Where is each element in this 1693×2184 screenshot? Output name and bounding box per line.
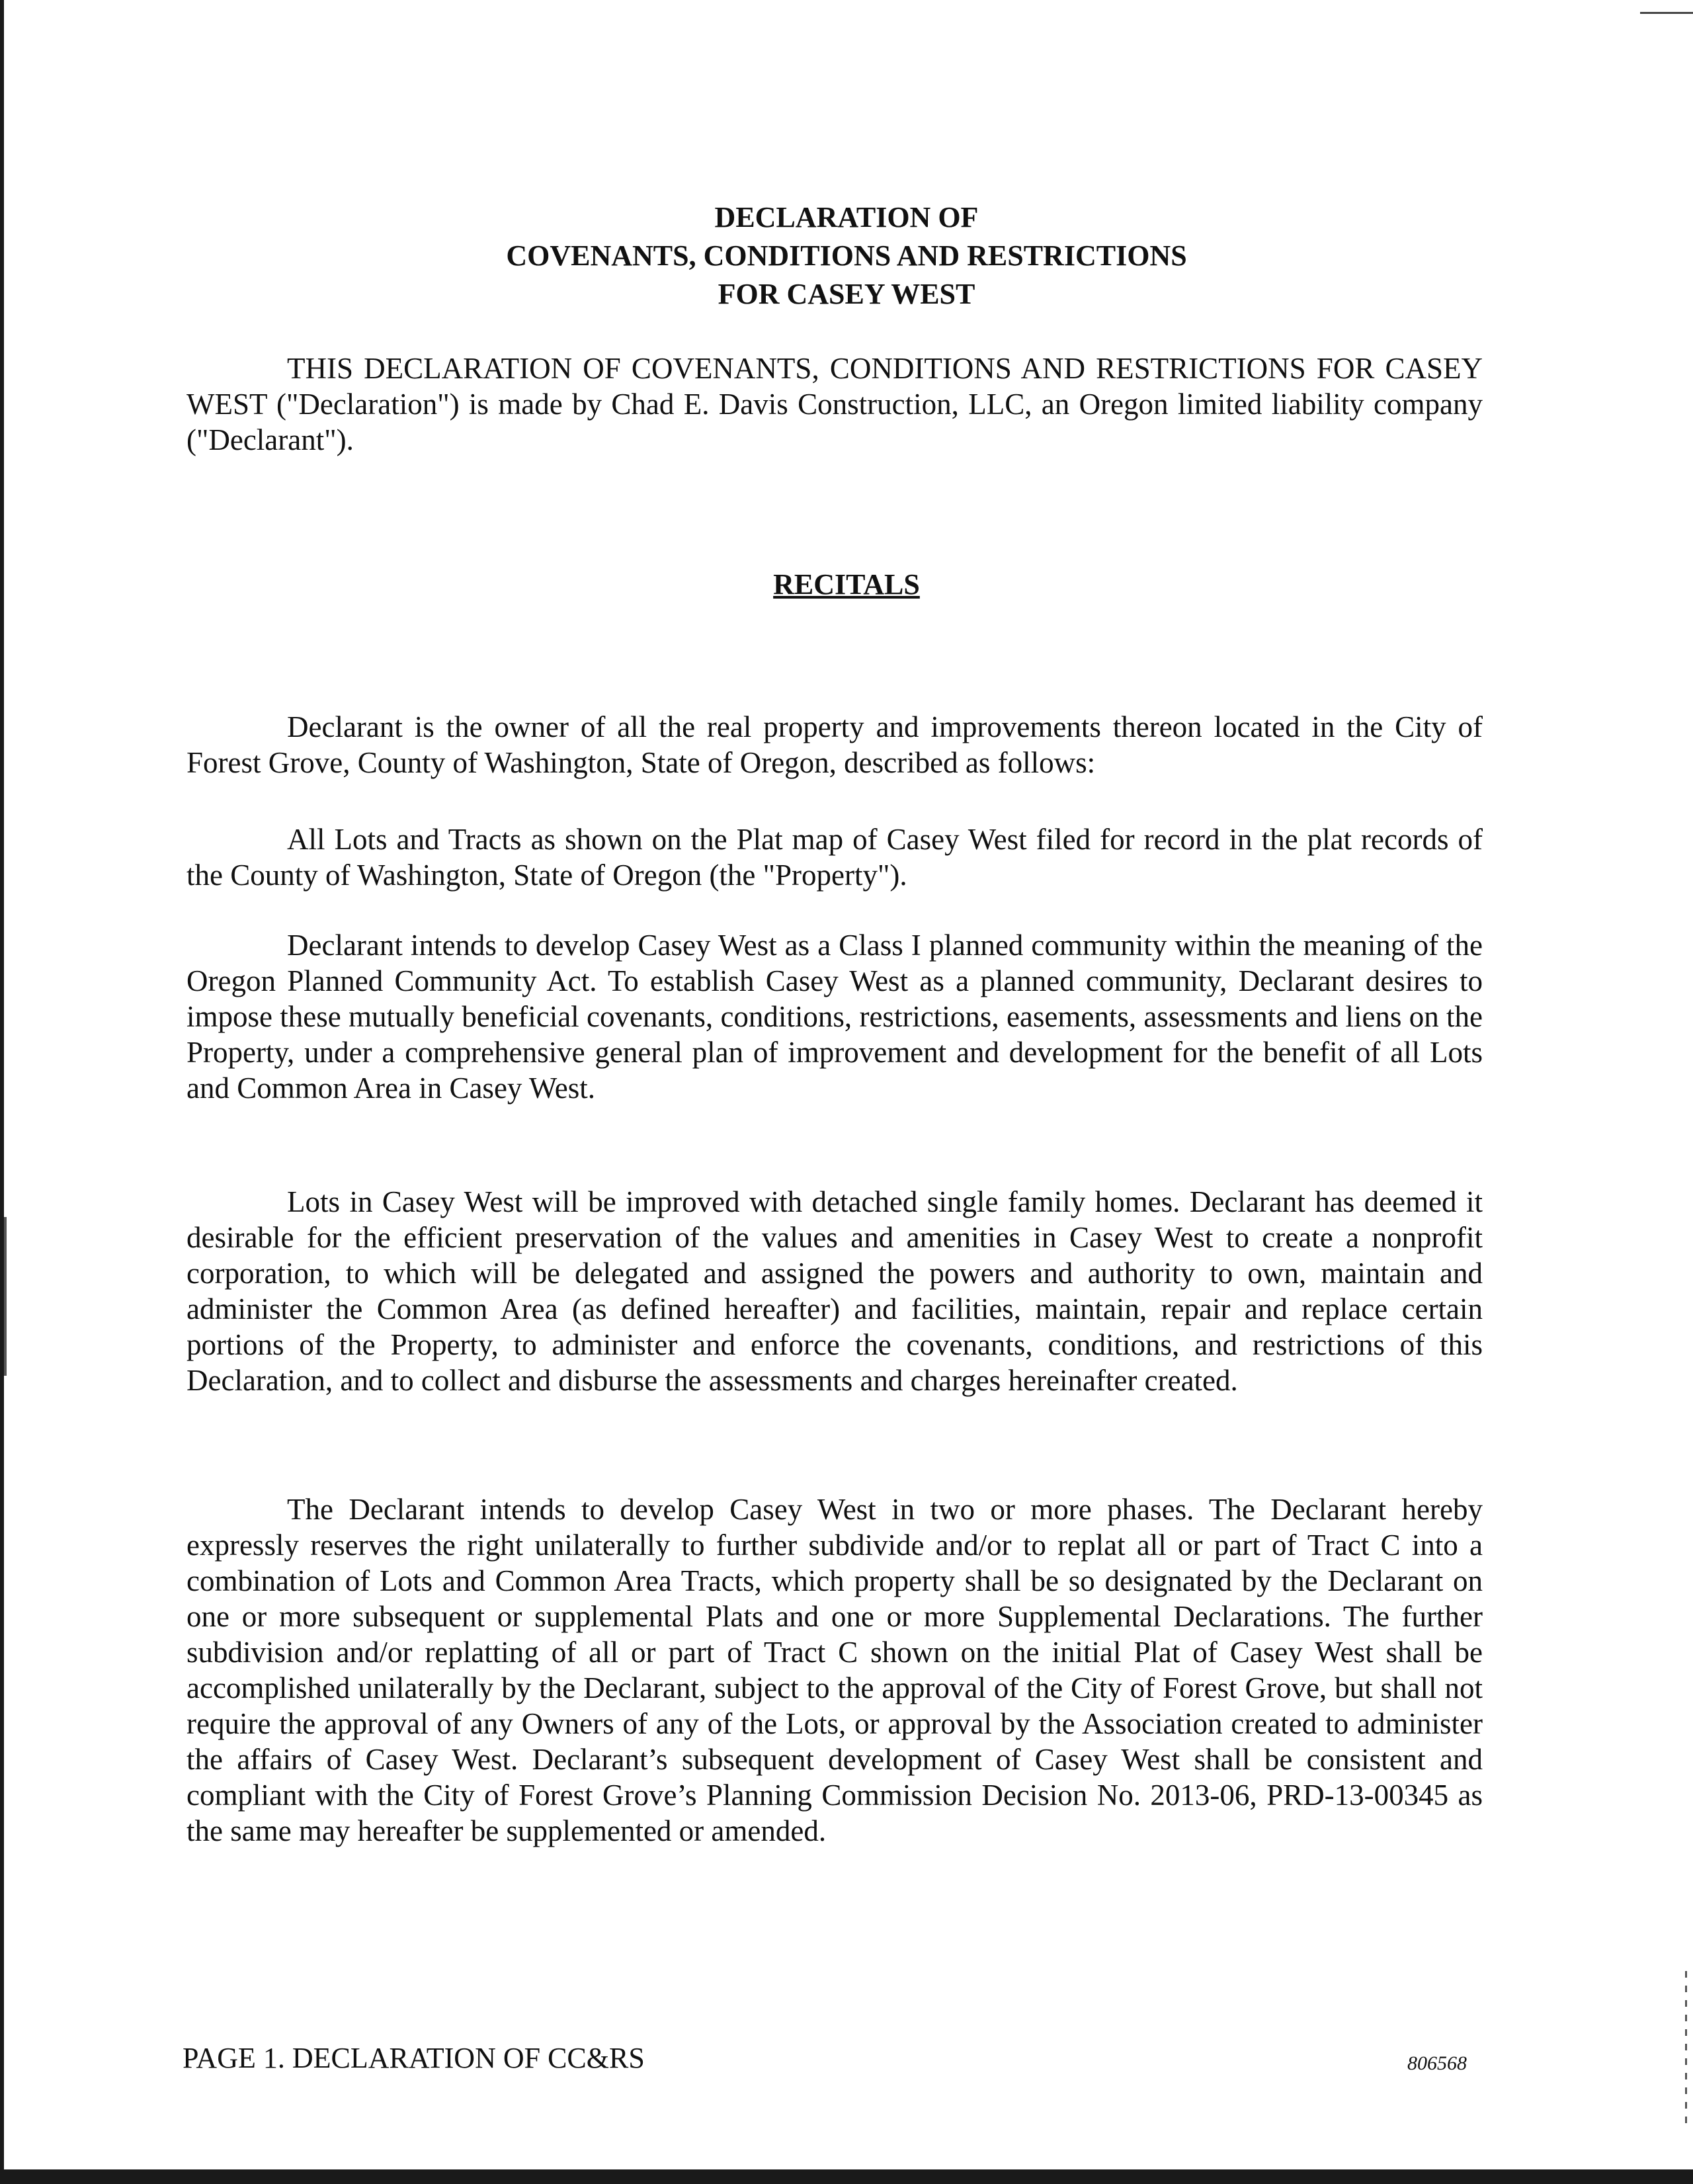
intro-paragraph: THIS DECLARATION OF COVENANTS, CONDITIONS AND RESTRICTIONS FOR CASEY WEST ("Declaration") is made by Chad E. Davis Construction, LLC, an Oregon limited liability company ("Declarant"). <box>186 352 1483 456</box>
title-line-2: COVENANTS, CONDITIONS AND RESTRICTIONS <box>506 239 1187 272</box>
page-footer-label: PAGE 1. DECLARATION OF CC&RS <box>183 2042 645 2074</box>
scan-edge-right-marks <box>1685 1971 1687 2130</box>
recital-paragraph-3: Declarant intends to develop Casey West as a Class I planned community within the meaning of the Oregon Planned Community Act. To establish Casey West as a planned community, Declarant desires to impose these mutually beneficial covenants, conditions, restrictions, easements, assessments and liens on the Property, under a comprehensive general plan of improvement and development for the benefit of all Lots and Common Area in Casey West. <box>186 929 1483 1105</box>
page-footer-code: 806568 <box>1407 2052 1467 2074</box>
title-line-3: FOR CASEY WEST <box>718 278 975 310</box>
recital-paragraph-1: Declarant is the owner of all the real property and improvements thereon located in the City of Forest Grove, County of Washington, State of Oregon, described as follows: <box>186 710 1483 779</box>
recital-paragraph-2: All Lots and Tracts as shown on the Plat map of Casey West filed for record in the plat records of the County of Washington, State of Oregon (the "Property"). <box>186 823 1483 892</box>
title-line-1: DECLARATION OF <box>714 201 979 233</box>
scan-edge-left-mark <box>4 1217 7 1376</box>
section-heading-recitals: RECITALS <box>773 568 920 601</box>
scan-edge-left <box>0 0 4 2184</box>
recital-paragraph-4: Lots in Casey West will be improved with detached single family homes. Declarant has deemed it desirable for the efficient preservation of the values and amenities in Casey West to create a nonprofit corporation, to which will be delegated and assigned the powers and authority to own, maintain and administer the Common Area (as defined hereafter) and facilities, maintain, repair and replace certain portions of the Property, to administer and enforce the covenants, conditions, and restrictions of this Declaration, and to collect and disburse the assessments and charges hereinafter created. <box>186 1185 1483 1397</box>
scan-edge-bottom <box>0 2169 1693 2184</box>
document-title <box>185 198 1508 314</box>
recital-paragraph-5: The Declarant intends to develop Casey West in two or more phases. The Declarant hereby expressly reserves the right unilaterally to further subdivide and/or to replat all or part of Tract C into a combination of Lots and Common Area Tracts, which property shall be so designated by the Declarant on one or more subsequent or supplemental Plats and one or more Supplemental Declarations. The further subdivision and/or replatting of all or part of Tract C shown on the initial Plat of Casey West shall be accomplished unilaterally by the Declarant, subject to the approval of the City of Forest Grove, but shall not require the approval of any Owners of any of the Lots, or approval by the Association created to administer the affairs of Casey West. Declarant’s subsequent development of Casey West shall be consistent and compliant with the City of Forest Grove’s Planning Commission Decision No. 2013-06, PRD-13-00345 as the same may hereafter be supplemented or amended. <box>186 1493 1483 1847</box>
scan-edge-top-right <box>1640 12 1693 14</box>
